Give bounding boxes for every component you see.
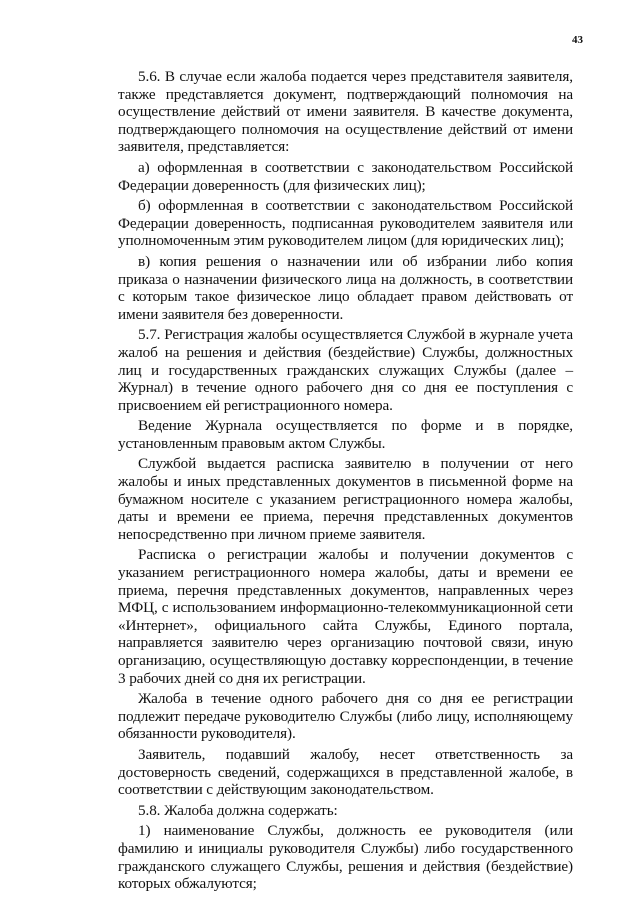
paragraph-5-6-a: а) оформленная в соответствии с законодательством Российской Федерации доверенность (для физических лиц); [118,158,573,194]
paragraph-transfer: Жалоба в течение одного рабочего дня со дня ее регистрации подлежит передаче руководителю Службы (либо лицу, исполняющему обязанности руководителя). [118,690,573,743]
paragraph-5-6-b: б) оформленная в соответствии с законодательством Российской Федерации доверенность, подписанная руководителем заявителя или уполномоченным этим руководителем лицом (для юридических лиц); [118,197,573,250]
paragraph-responsibility: Заявитель, подавший жалобу, несет ответственность за достоверность сведений, содержащихся в представленной жалобе, в соответствии с действующим законодательством. [118,745,573,799]
paragraph-5-6-v: в) копия решения о назначении или об избрании либо копия приказа о назначении физического лица на должность, в соответствии с которым такое физическое лицо обладает правом действовать от имени заявителя без доверенности. [118,252,573,323]
paragraph-5-6: 5.6. В случае если жалоба подается через представителя заявителя, также представляется документ, подтверждающий полномочия на осуществление действий от имени заявителя. В качестве документа, подтверждающего полномочия на осуществление действий от имени заявителя, представляется: [118,68,573,156]
document-body [118,68,573,893]
paragraph-5-8: 5.8. Жалоба должна содержать: [138,801,338,819]
paragraph-receipt-mfc: Расписка о регистрации жалобы и получении документов с указанием регистрационного номера жалобы, даты и времени ее приема, перечня представленных документов, направленных через МФЦ, с использованием информационно-телекоммуникационной сети «Интернет», официального сайта Службы, Единого портала, направляется заявителю через организацию почтовой связи, иную организацию, осуществляющую доставку корреспонденции, в течение 3 рабочих дней со дня их регистрации. [118,546,573,687]
paragraph-5-8-1: 1) наименование Службы, должность ее руководителя (или фамилию и инициалы руководителя Службы) либо государственного гражданского служащего Службы, решения и действия (бездействие) которых обжалуются; [118,822,573,893]
paragraph-journal: Ведение Журнала осуществляется по форме и в порядке, установленным правовым актом Службы. [118,417,573,452]
paragraph-5-7: 5.7. Регистрация жалобы осуществляется Службой в журнале учета жалоб на решения и действия (бездействие) Службы, должностных лиц и государственных гражданских служащих Службы (далее – Журнал) в течение одного рабочего дня со дня ее поступления с присвоением ей регистрационного номера. [118,326,573,414]
paragraph-receipt: Службой выдается расписка заявителю в получении от него жалобы и иных представленных документов в письменной форме на бумажном носителе с указанием регистрационного номера жалобы, даты и времени ее приема, перечня представленных документов непосредственно при личном приеме заявителя. [118,455,573,543]
page-number: 43 [572,34,583,46]
